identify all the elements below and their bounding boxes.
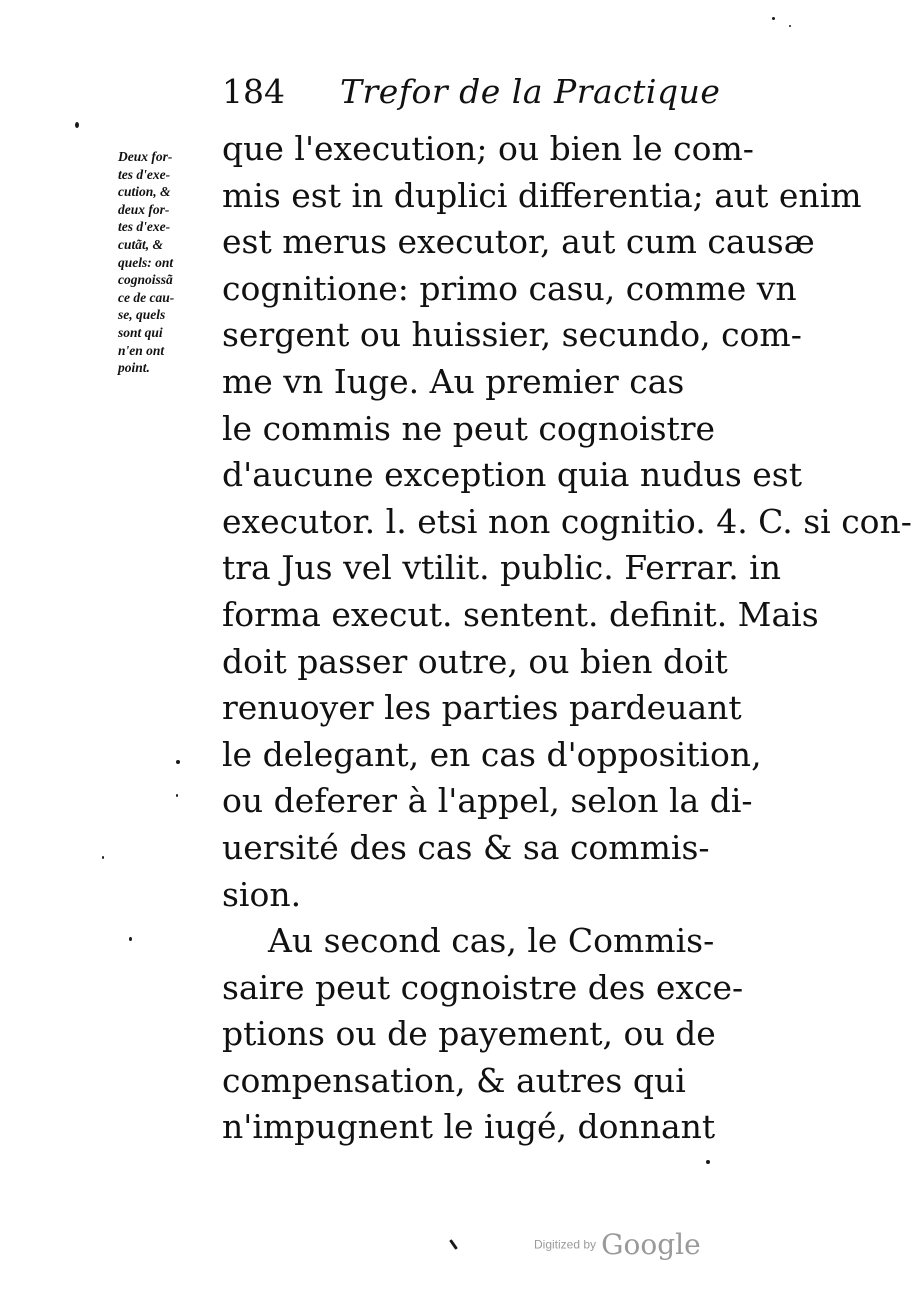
margin-note-line: cognoissã bbox=[118, 272, 173, 288]
ink-speck bbox=[789, 25, 791, 27]
text-line: d'aucune exception quia nudus est bbox=[222, 455, 802, 495]
text-line: que l'execution; ou bien le com- bbox=[222, 129, 754, 168]
digitized-by-label: Digitized by bbox=[534, 1237, 597, 1252]
ink-speck bbox=[176, 760, 180, 764]
margin-note-line: Deux for- bbox=[118, 149, 173, 164]
digitized-watermark bbox=[534, 1228, 734, 1268]
text-line: sergent ou huissier, secundo, com- bbox=[222, 315, 802, 355]
margin-note-line: n'en ont bbox=[118, 342, 165, 358]
text-line: saire peut cognoistre des exce- bbox=[222, 967, 744, 1007]
text-line: n'impugnent le iugé, donnant bbox=[222, 1107, 716, 1147]
text-line: mis est in duplici differentia; aut enim bbox=[222, 175, 862, 215]
text-line: ou deferer à l'appel, selon la di- bbox=[222, 781, 753, 821]
text-line: renuoyer les parties pardeuant bbox=[222, 688, 742, 728]
text-line: compensation, & autres qui bbox=[222, 1060, 686, 1100]
margin-note-line: point. bbox=[118, 360, 150, 376]
margin-note-line: tes d'exe- bbox=[118, 219, 171, 235]
margin-note-line: cution, & bbox=[118, 184, 171, 200]
ink-speck bbox=[772, 17, 775, 20]
running-title: Trefor de la Practique bbox=[340, 72, 721, 111]
text-line: ptions ou de payement, ou de bbox=[222, 1014, 716, 1054]
margin-note-line: tes d'exe- bbox=[118, 166, 171, 182]
margin-note-line: deux for- bbox=[118, 201, 170, 217]
ink-speck bbox=[706, 1160, 710, 1164]
text-line: le delegant, en cas d'opposition, bbox=[222, 734, 762, 774]
text-line: me vn Iuge. Au premier cas bbox=[222, 361, 685, 401]
margin-note-line: quels: ont bbox=[118, 254, 174, 270]
margin-note-line: se, quels bbox=[118, 307, 166, 323]
text-line: cognitione: primo casu, comme vn bbox=[222, 268, 797, 308]
ink-speck bbox=[449, 1239, 458, 1250]
text-line: Au second cas, le Commis- bbox=[268, 921, 715, 961]
page-header bbox=[222, 72, 762, 120]
margin-note-line: ce de cau- bbox=[118, 289, 175, 305]
margin-note bbox=[118, 148, 214, 377]
text-line: le commis ne peut cognoistre bbox=[222, 408, 716, 448]
text-line: doit passer outre, ou bien doit bbox=[222, 641, 728, 681]
margin-note-line: cutãt, & bbox=[118, 236, 164, 252]
margin-note-line: sont qui bbox=[118, 324, 163, 340]
text-line: est merus executor, aut cum causæ bbox=[222, 222, 815, 262]
text-line: sion. bbox=[222, 874, 302, 914]
text-line: executor. l. etsi non cognitio. 4. C. si con- bbox=[222, 501, 912, 541]
page-number: 184 bbox=[222, 72, 285, 111]
ink-speck bbox=[129, 937, 132, 941]
ink-speck bbox=[176, 794, 178, 797]
ink-speck bbox=[102, 856, 104, 859]
text-line: forma execut. sentent. definit. Mais bbox=[222, 594, 819, 634]
ink-speck bbox=[75, 122, 79, 128]
text-line: uersité des cas & sa commis- bbox=[222, 827, 710, 867]
body-text bbox=[222, 126, 912, 1151]
google-logo: Google bbox=[601, 1228, 701, 1261]
text-line: tra Jus vel vtilit. public. Ferrar. in bbox=[222, 548, 781, 588]
